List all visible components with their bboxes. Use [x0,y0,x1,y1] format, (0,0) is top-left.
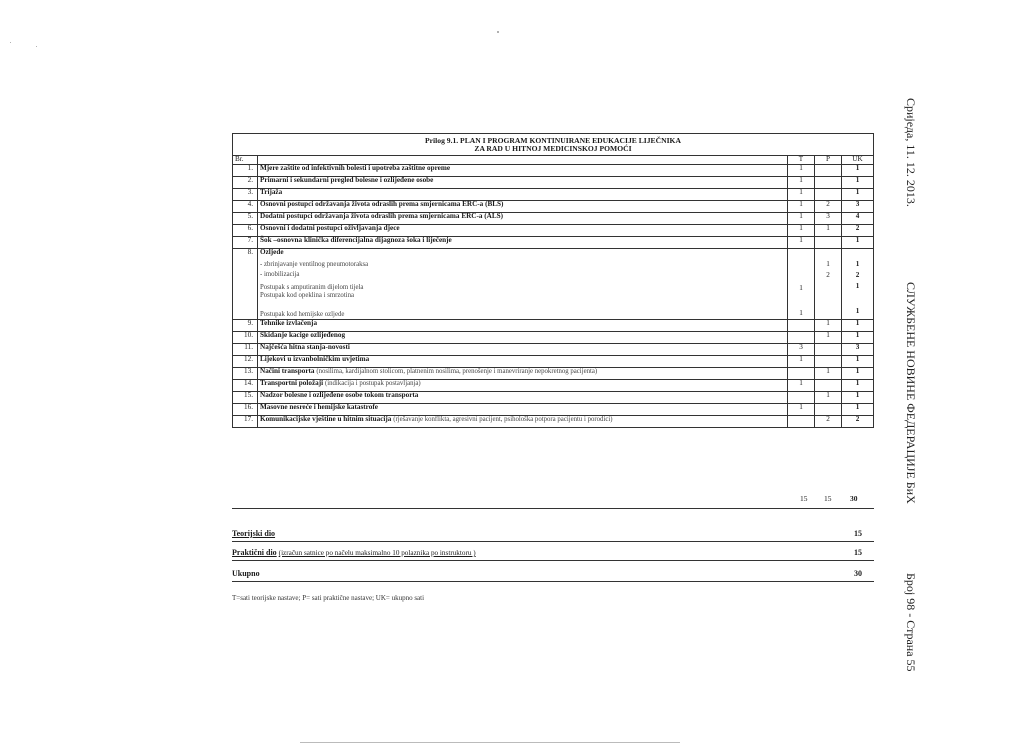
row-p [815,164,842,176]
row-8-topic [258,248,788,319]
scan-speck [10,42,11,43]
table-row [233,188,874,200]
row-p: 2 [815,415,842,427]
table-title [233,134,874,156]
row-topic [258,331,788,343]
row-p: 1 [815,224,842,236]
row-number: 5. [233,212,258,224]
row-topic-title: Primarni i sekundarni pregled bolesne i ozlijeđene osobe [260,175,434,184]
row-p [815,176,842,188]
row-8-p [815,248,842,319]
row-number: 7. [233,236,258,248]
row-t: 3 [788,343,815,355]
row-topic-title: Nadzor bolesne i ozlijeđene osobe tokom transporta [260,390,419,399]
row-t: 1 [788,188,815,200]
row-topic-title: Osnovni i dodatni postupci oživljavanja djece [260,223,400,232]
row-p [815,355,842,367]
row-topic-title: Tehnike izvlačenja [260,318,318,327]
summary-practice [232,548,874,561]
row-p: 1 [815,367,842,379]
table-row [233,343,874,355]
row-number: 17. [233,415,258,427]
row-uk: 1 [842,319,874,331]
row-uk: 3 [842,200,874,212]
row-p [815,379,842,391]
row-uk: 1 [842,391,874,403]
row-number: 12. [233,355,258,367]
table-row [233,236,874,248]
row-topic [258,319,788,331]
row-t: 1 [788,379,815,391]
row-topic [258,415,788,427]
row-topic [258,343,788,355]
row-p [815,188,842,200]
row-topic-title: Najčešća hitna stanja-novosti [260,342,350,351]
table-row-8 [233,248,874,319]
row-uk: 1 [842,355,874,367]
row-t: 1 [788,403,815,415]
row-p [815,343,842,355]
table-row [233,331,874,343]
scan-speck [497,31,499,33]
row-8-t [788,248,815,319]
row-uk: 1 [842,188,874,200]
row-8-sub-2-p: 2 [826,270,830,279]
table-row [233,164,874,176]
row-topic [258,355,788,367]
row-p: 1 [815,391,842,403]
row-number: 1. [233,164,258,176]
table-row [233,176,874,188]
row-8-sub-2: - imobilizacija [260,271,300,278]
row-p: 2 [815,200,842,212]
row-topic [258,379,788,391]
theory-value: 15 [854,529,862,538]
row-topic [258,188,788,200]
row-p [815,236,842,248]
total-uk: 30 [850,494,858,503]
row-number: 2. [233,176,258,188]
total-p: 15 [824,494,832,503]
scan-edge-line [300,742,680,743]
header-uk: UK [842,155,874,164]
row-number: 3. [233,188,258,200]
row-8-sub-4-t: 1 [799,308,803,317]
row-uk: 1 [842,403,874,415]
row-uk: 3 [842,343,874,355]
row-number: 14. [233,379,258,391]
row-topic-title: Mjere zaštite od infektivnih bolesti i upotreba zaštitne opreme [260,163,451,172]
row-8-sub-3-uk: 1 [855,282,860,291]
total-value: 30 [854,569,862,578]
row-uk: 2 [842,224,874,236]
table-row [233,224,874,236]
row-topic-title: Trijaža [260,187,283,196]
row-t: 1 [788,212,815,224]
row-t: 1 [788,164,815,176]
row-number: 4. [233,200,258,212]
row-t: 1 [788,236,815,248]
row-p: 1 [815,319,842,331]
row-topic [258,236,788,248]
row-t [788,415,815,427]
total-label: Ukupno [232,569,260,578]
row-topic-detail: (nosilima, kardijalnom stolicom, platnenim nosilima, prenošenje i manevriranje nepokretnog pacijenta) [316,367,598,375]
row-uk: 1 [842,367,874,379]
row-topic [258,367,788,379]
table-row [233,212,874,224]
row-topic [258,176,788,188]
row-uk: 4 [842,212,874,224]
row-topic [258,224,788,236]
legend-note: T=sati teorijske nastave; P= sati praktične nastave; UK= ukupno sati [232,594,425,602]
row-topic-title: Skidanje kacige ozlijeđenog [260,330,346,339]
summary-total [232,569,874,582]
row-8-sub-1-p: 1 [826,259,830,268]
row-t [788,367,815,379]
row-topic [258,391,788,403]
row-8-number: 8. [233,248,258,319]
row-8-sub-1-uk: 1 [855,259,860,268]
row-8-sub-3-t: 1 [799,283,803,292]
table-row [233,391,874,403]
row-number: 15. [233,391,258,403]
education-plan-table [232,133,874,428]
practice-note: (izračun satnice po načelu maksimalno 10 polaznika po instruktoru ) [278,549,476,557]
margin-gazette-title: СЛУЖБЕНЕ НОВИНЕ ФЕДЕРАЦИЈЕ БиХ [904,282,918,504]
row-8-title: Ozljede [260,247,284,256]
row-p: 3 [815,212,842,224]
row-t: 1 [788,224,815,236]
row-topic-title: Načini transporta [260,366,315,375]
table-body-row-8 [233,248,874,319]
row-8-sub-4: Postupak kod hemijske ozljede [260,311,345,319]
scan-speck [36,46,37,47]
table-body-bottom [233,319,874,427]
row-uk: 1 [842,176,874,188]
total-t: 15 [800,494,808,503]
table-row [233,200,874,212]
summary-theory [232,529,874,542]
header-t: T [788,155,815,164]
row-t [788,331,815,343]
row-topic-title: Lijekovi u izvanbolničkim uvjetima [260,354,370,363]
row-uk: 1 [842,164,874,176]
row-t: 1 [788,200,815,212]
row-number: 9. [233,319,258,331]
header-number: Br. [233,155,258,164]
row-uk: 1 [842,379,874,391]
practice-text [232,548,476,557]
row-p: 1 [815,331,842,343]
row-number: 10. [233,331,258,343]
row-p [815,403,842,415]
row-topic [258,403,788,415]
row-topic-title: Osnovni postupci održavanja života odraslih prema smjernicama ERC-a (BLS) [260,199,504,208]
row-8-sub-4-uk: 1 [855,307,860,316]
row-topic [258,164,788,176]
table-row [233,379,874,391]
row-number: 6. [233,224,258,236]
row-topic-title: Komunikacijske vještine u hitnim situacija [260,414,392,423]
row-number: 16. [233,403,258,415]
practice-value: 15 [854,548,862,557]
row-topic-detail: (indikacija i postupak postavljanja) [324,379,421,387]
margin-page-number: Број 98 - Страна 55 [904,573,918,672]
table-row [233,415,874,427]
row-8-sub-3b: Postupak kod opeklina i smrzotina [260,291,355,299]
row-uk: 2 [842,415,874,427]
table-body-top [233,164,874,248]
row-8-sub-3a: Postupak s amputiranim dijelom tijela [260,284,364,292]
row-number: 13. [233,367,258,379]
row-topic-title: Dodatni postupci održavanja života odraslih prema smjernicama ERC-a (ALS) [260,211,504,220]
row-topic [258,212,788,224]
totals-row [232,494,874,509]
row-topic-detail: (rješavanje konflikta, agresivni pacijent, psihološka potpora pacijentu i porodici) [393,415,613,423]
table-row [233,355,874,367]
table-row [233,367,874,379]
row-t: 1 [788,355,815,367]
document-page [232,133,874,428]
table-row [233,319,874,331]
row-8-sub-2-uk: 2 [855,270,860,279]
table-title-line-1: Prilog 9.1. PLAN I PROGRAM KONTINUIRANE EDUKACIJE LIJEČNIKA [425,136,681,145]
row-topic [258,200,788,212]
row-t [788,319,815,331]
row-t: 1 [788,176,815,188]
theory-label: Teorijski dio [232,529,276,538]
row-t [788,391,815,403]
row-uk: 1 [842,331,874,343]
row-topic-title: Masovne nesreće i hemijske katastrofe [260,402,378,411]
row-topic-title: Transportni položaji [260,378,324,387]
table-row [233,403,874,415]
row-8-sub-1: - zbrinjavanje ventilnog pneumotoraksa [260,260,369,268]
row-topic-title: Šok –osnovna klinička diferencijalna dijagnoza šoka i liječenje [260,235,452,244]
margin-date: Сриједа, 11. 12. 2013. [904,98,918,207]
table-title-line-2: ZA RAD U HITNOJ MEDICINSKOJ POMOĆI [474,144,632,154]
row-number: 11. [233,343,258,355]
header-p: P [815,155,842,164]
practice-label: Praktični dio [232,548,277,557]
row-8-uk [842,248,874,319]
row-uk: 1 [842,236,874,248]
